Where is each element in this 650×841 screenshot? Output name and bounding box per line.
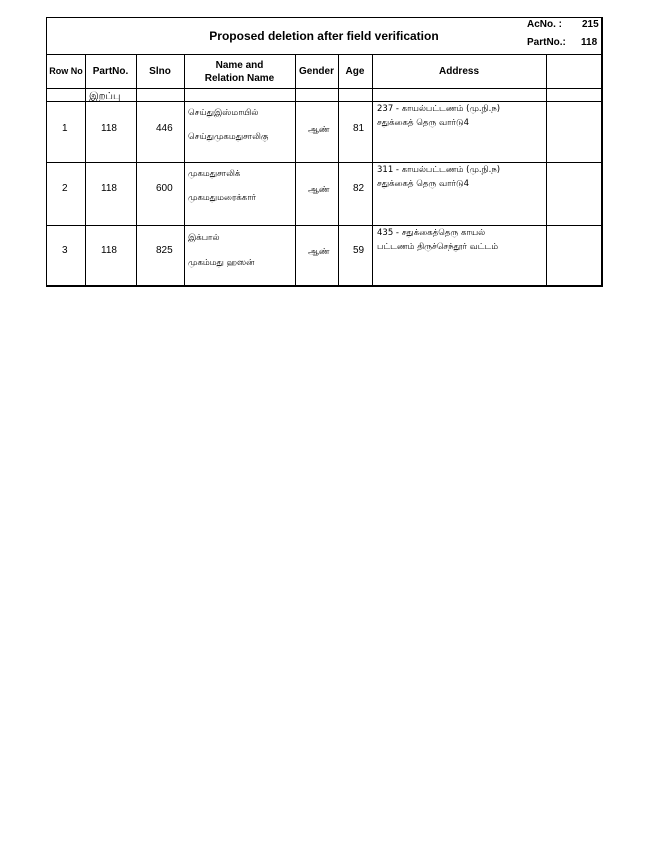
header-name-line2: Relation Name	[204, 72, 275, 84]
serial-number: 446	[156, 123, 173, 134]
table-row	[47, 163, 601, 226]
address-line2: சதுக்கைத் தெரு வார்டு4	[377, 179, 469, 189]
part-number: 118	[101, 245, 117, 256]
row-number: 1	[62, 123, 68, 134]
gender: ஆண்	[308, 125, 330, 135]
header-slno: Slno	[149, 66, 171, 77]
elector-name: முகமதுசாலிக்	[188, 169, 241, 179]
gender: ஆண்	[308, 247, 330, 257]
section-label: இறப்பு	[89, 91, 121, 102]
header-name-line1: Name and	[215, 59, 264, 71]
table-row	[47, 102, 601, 163]
row-number: 2	[62, 183, 68, 194]
age: 82	[353, 183, 365, 194]
header-address: Address	[438, 66, 479, 77]
address-line1: 311 - காயல்பட்டணம் (மு.நி.ந)	[377, 165, 501, 175]
partno-value: 118	[581, 37, 598, 48]
relation-name: செய்துமுகமதுசாலிகு	[188, 132, 269, 142]
age: 59	[353, 245, 365, 256]
header-name	[184, 55, 295, 88]
header-age: Age	[345, 66, 365, 77]
serial-number: 600	[156, 183, 173, 194]
part-number: 118	[101, 183, 117, 194]
gender: ஆண்	[308, 185, 330, 195]
serial-number: 825	[156, 245, 173, 256]
row-number: 3	[62, 245, 68, 256]
acno-value: 215	[582, 19, 599, 30]
header-extra	[546, 55, 602, 88]
relation-name: முகம்மது ஹஸன்	[188, 258, 255, 268]
page-title: Proposed deletion after field verification	[209, 29, 439, 43]
relation-name: முகமதுமரைக்கார்	[188, 193, 257, 203]
partno-label: PartNo.:	[527, 37, 566, 48]
address-line2: சதுக்கைத் தெரு வார்டு4	[377, 118, 469, 128]
header-part-no: PartNo.	[92, 66, 129, 77]
header-row-no: Row No	[49, 66, 83, 76]
part-number: 118	[101, 123, 117, 134]
elector-name: இக்பால்	[188, 233, 220, 243]
address-line2: பட்டணம் திருச்செந்தூர் வட்டம்	[377, 242, 499, 252]
title-row	[47, 18, 601, 55]
acno-label: AcNo. :	[527, 19, 562, 30]
address-line1: 237 - காயல்பட்டணம் (மு.நி.ந)	[377, 104, 501, 114]
deletion-table	[46, 17, 603, 287]
address-line1: 435 - சதுக்கைத்தெரு காயல்	[377, 228, 486, 238]
table-row	[47, 226, 601, 286]
age: 81	[353, 123, 365, 134]
elector-name: செய்துஇஸ்மாயில்	[188, 108, 259, 118]
header-gender: Gender	[298, 66, 334, 77]
column-header-row	[47, 55, 601, 89]
